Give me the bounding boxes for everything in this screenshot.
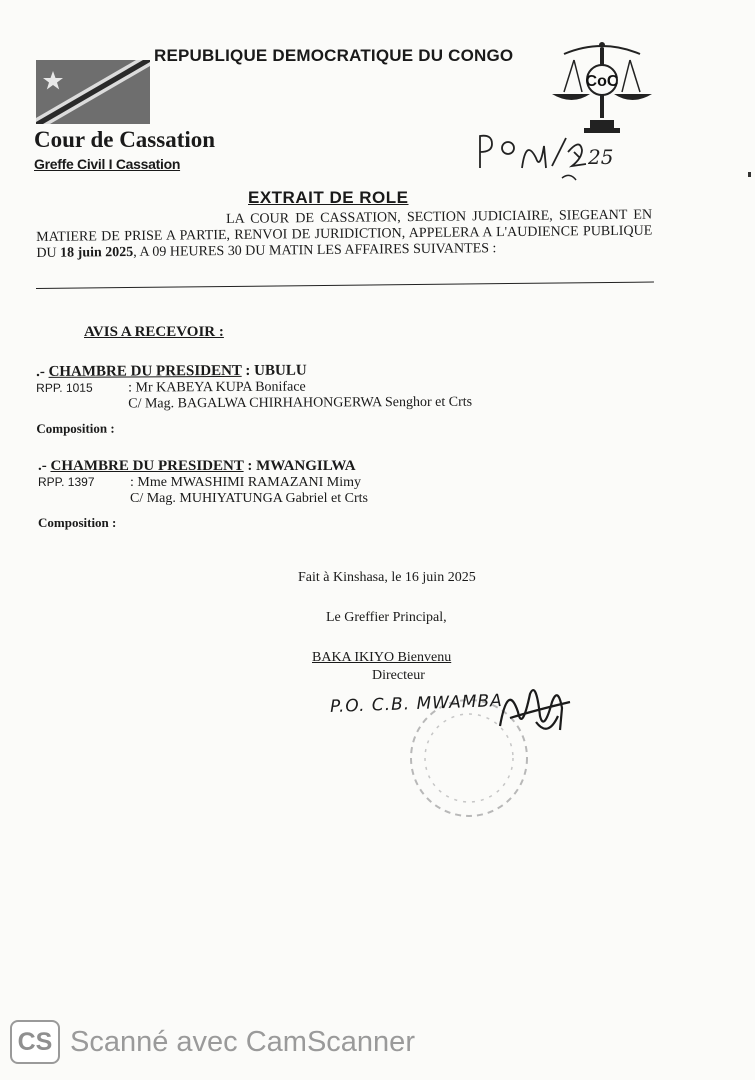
- scan-mark: [748, 172, 751, 177]
- svg-text:P.O 17/17/25: P.O 17/17/25: [470, 190, 476, 191]
- intro-paragraph: [36, 208, 652, 262]
- chamber-line: .- CHAMBRE DU PRESIDENT : MWANGILWA: [38, 458, 356, 474]
- composition-label: Composition :: [38, 515, 117, 530]
- place-and-date: Fait à Kinshasa, le 16 juin 2025: [298, 570, 476, 585]
- registry-name: Greffe Civil I Cassation: [34, 156, 181, 172]
- case-against: C/ Mag. MUHIYATUNGA Gabriel et Crts: [130, 491, 368, 506]
- intro-text-after: , A 09 HEURES 30 DU MATIN LES AFFAIRES SUIVANTES :: [133, 241, 497, 260]
- signature-note: P.O. C.B. MWAMBA: [329, 690, 504, 718]
- scanner-watermark: [10, 1016, 415, 1068]
- hearing-date: 18 juin 2025: [60, 244, 134, 261]
- section-heading: AVIS A RECEVOIR :: [84, 324, 224, 340]
- chamber-label: CHAMBRE DU PRESIDENT: [48, 362, 242, 380]
- case-entry: [38, 458, 368, 531]
- court-name: Cour de Cassation: [34, 127, 216, 152]
- chamber-line: .- CHAMBRE DU PRESIDENT : UBULU: [36, 362, 307, 380]
- chamber-name: : UBULU: [245, 362, 307, 379]
- case-against: C/ Mag. BAGALWA CHIRHAHONGERWA Senghor et Crts: [128, 394, 473, 412]
- handwritten-annotation: [470, 128, 630, 192]
- intro-divider: [36, 282, 654, 289]
- case-entry: [36, 362, 472, 437]
- svg-text:CoC: CoC: [585, 73, 619, 90]
- handwritten-signature: [322, 672, 592, 822]
- intro-text-before: LA COUR DE CASSATION, SECTION JUDICIAIRE, SIEGEANT EN MATIERE DE PRISE A PARTIE, RENVOI DE JURIDICTION, APPELERA A L'AUDIENCE PUBLIQUE DU: [36, 207, 653, 261]
- composition-label: Composition :: [36, 420, 115, 436]
- country-title: REPUBLIQUE DEMOCRATIQUE DU CONGO: [154, 46, 514, 65]
- case-number: RPP. 1015: [36, 380, 93, 395]
- drc-flag: [36, 60, 150, 124]
- court-logo: [546, 40, 658, 136]
- case-party: : Mr KABEYA KUPA Boniface: [128, 379, 306, 396]
- case-party-line: [38, 475, 368, 491]
- clerk-title: Le Greffier Principal,: [326, 610, 447, 625]
- camscanner-logo: CS: [10, 1020, 60, 1064]
- clerk-name: BAKA IKIYO Bienvenu: [312, 650, 452, 665]
- chamber-label: CHAMBRE DU PRESIDENT: [50, 458, 244, 474]
- clerk-role: Directeur: [372, 668, 425, 683]
- chamber-name: : MWANGILWA: [247, 458, 356, 474]
- scanner-text: Scanné avec CamScanner: [70, 1025, 415, 1058]
- svg-text:25: 25: [588, 145, 614, 169]
- case-party: : Mme MWASHIMI RAMAZANI Mimy: [130, 475, 361, 490]
- document-title: EXTRAIT DE ROLE: [248, 188, 409, 207]
- case-number: RPP. 1397: [38, 475, 95, 489]
